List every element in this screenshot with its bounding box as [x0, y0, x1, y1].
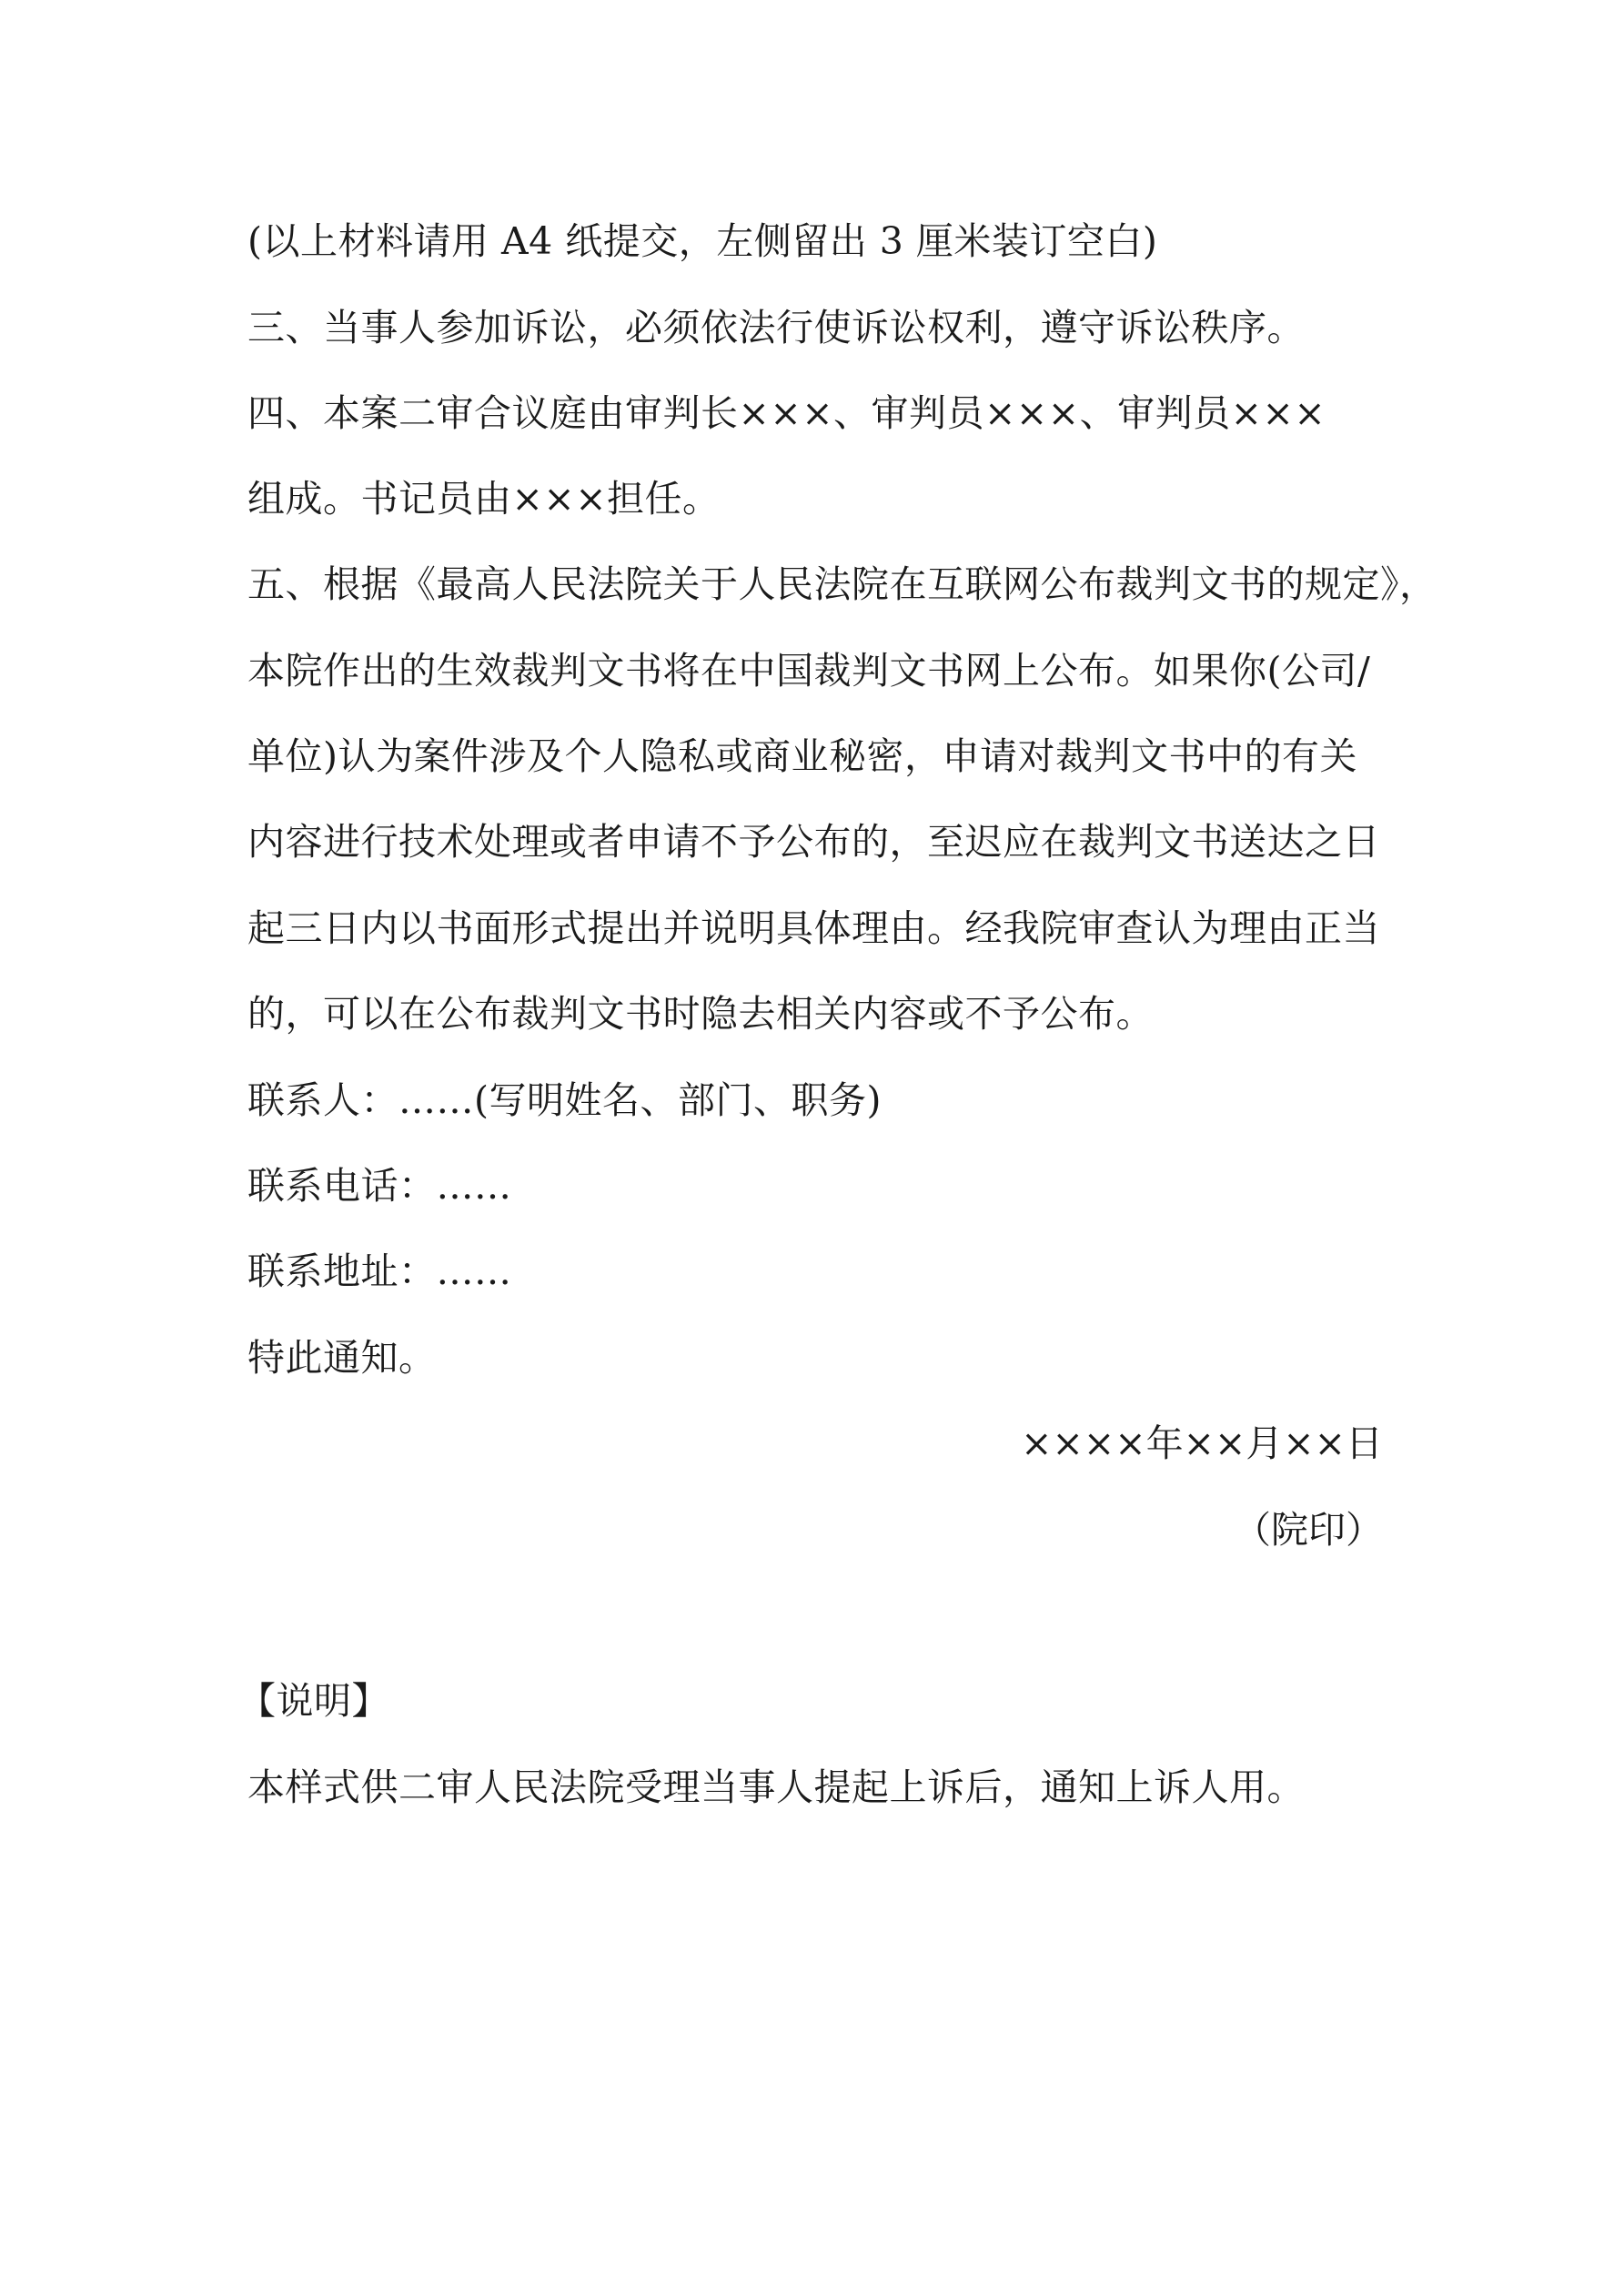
item-4-line-2: 组成。书记员由×××担任。	[247, 477, 721, 521]
item-5-line-1: 五、根据《最高人民法院关于人民法院在互联网公布裁判文书的规定》，	[247, 562, 1437, 606]
item-5-line-3: 单位)认为案件涉及个人隐私或商业秘密，申请对裁判文书中的有关	[247, 734, 1357, 778]
item-5-line-5: 起三日内以书面形式提出并说明具体理由。经我院审查认为理由正当	[247, 906, 1380, 950]
contact-phone: 联系电话：……	[247, 1164, 512, 1208]
closing-text: 特此通知。	[247, 1336, 437, 1380]
note-a4-paper: (以上材料请用 A4 纸提交，左侧留出 3 厘米装订空白)	[247, 219, 1158, 263]
document-date: ××××年××月××日	[1021, 1421, 1383, 1465]
item-5-line-2: 本院作出的生效裁判文书将在中国裁判文书网上公布。如果你(公司/	[247, 649, 1371, 693]
court-seal-label: （院印）	[1234, 1508, 1383, 1552]
explanation-text: 本样式供二审人民法院受理当事人提起上诉后，通知上诉人用。	[247, 1765, 1305, 1809]
item-5-line-6: 的，可以在公布裁判文书时隐去相关内容或不予公布。	[247, 992, 1154, 1036]
item-3-paragraph: 三、当事人参加诉讼，必须依法行使诉讼权利，遵守诉讼秩序。	[247, 306, 1305, 349]
contact-address: 联系地址：……	[247, 1249, 512, 1293]
explanation-title: 【说明】	[238, 1679, 389, 1723]
contact-person: 联系人：……(写明姓名、部门、职务)	[247, 1078, 882, 1122]
item-4-line-1: 四、本案二审合议庭由审判长×××、审判员×××、审判员×××	[247, 391, 1326, 435]
item-5-line-4: 内容进行技术处理或者申请不予公布的，至迟应在裁判文书送达之日	[247, 820, 1380, 864]
